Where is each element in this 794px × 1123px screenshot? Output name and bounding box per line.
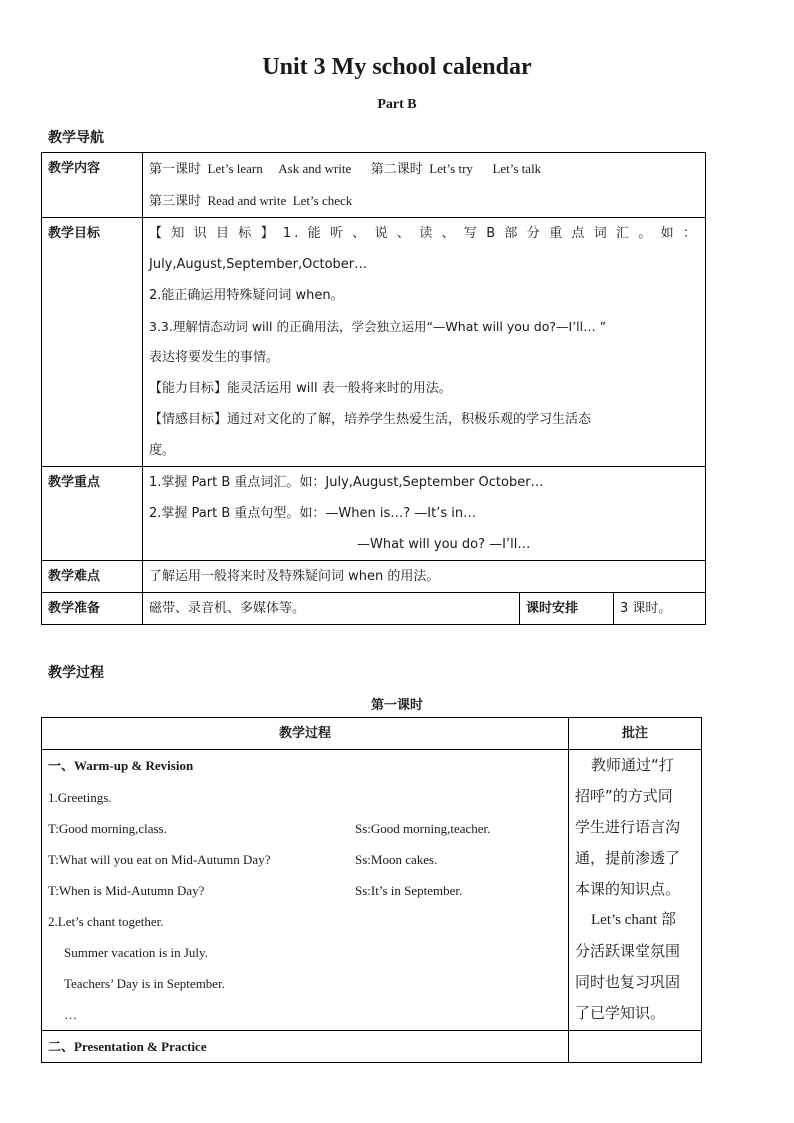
note-line: 学生进行语言沟 [575,818,681,836]
goals-label: 教学目标 [42,218,143,467]
note-line: 同时也复习巩固 [575,973,681,991]
goals-line: 【知识目标】1.能听、说、读、写B部分重点词汇。如： [149,226,699,241]
chant-intro: 2.Let’s chant together. [48,914,164,929]
page-title: Unit 3 My school calendar [262,54,532,80]
note-line: 通，提前渗透了 [575,849,681,867]
schedule-value: 3 课时。 [614,593,706,625]
content-label: 教学内容 [42,153,143,218]
focus-cell [143,467,706,561]
difficulty-label: 教学难点 [42,561,143,593]
prep-label: 教学准备 [42,593,143,625]
dialogue-row: T:When is Mid-Autumn Day? Ss:It’s in September. [48,883,463,898]
prep-text: 磁带、录音机、多媒体等。 [143,593,520,625]
nav-heading: 教学导航 [48,130,104,146]
process-table [41,717,702,1063]
page-subtitle: Part B [377,97,417,112]
difficulty-row [42,561,706,593]
chant-line: Teachers’ Day is in September. [64,976,225,991]
content-line-1: 第一课时 Let’s learn Ask and write 第二课时 Let’s try Let’s talk [149,161,542,177]
focus-line: —What will you do? —I’ll… [357,537,531,552]
section-presentation: 二、Presentation & Practice [42,1031,569,1063]
dialogue-row: T:Good morning,class. Ss:Good morning,teacher. [48,821,491,836]
process-heading: 教学过程 [48,665,104,681]
goals-line: 【情感目标】通过对文化的了解，培养学生热爱生活，积极乐观的学习生活态 [149,412,592,427]
process-col-header: 教学过程 [42,718,569,750]
teaching-guide-table [41,152,706,625]
process-body-row [42,750,702,1031]
content-line-2: 第三课时 Read and write Let’s check [149,193,353,209]
goals-cell [143,218,706,467]
goals-line: 3.3.理解情态动词 will 的正确用法，学会独立运用“—What will you do?—I’ll… ” [149,319,607,334]
notes-body [569,750,702,1031]
goals-line: 表达将要发生的事情。 [149,350,280,365]
schedule-label: 课时安排 [520,593,614,625]
notes-col-header: 批注 [569,718,702,750]
chant-line: … [64,1007,77,1022]
note-line: Let’s chant 部 [591,912,676,928]
note-line: 招呼”的方式同 [575,787,673,805]
note-line: 本课的知识点。 [575,880,681,898]
focus-label: 教学重点 [42,467,143,561]
process-header-row [42,718,702,750]
goals-line: 【能力目标】能灵活运用 will 表一般将来时的用法。 [149,381,452,396]
goals-line: 2.能正确运用特殊疑问词 when。 [149,288,344,303]
dialogue-row: T:What will you eat on Mid-Autumn Day? Ss:Moon cakes. [48,852,438,867]
note-line: 教师通过“打 [591,756,674,774]
focus-row [42,467,706,561]
chant-line: Summer vacation is in July. [64,945,208,960]
goals-row [42,218,706,467]
prep-row [42,593,706,625]
section-presentation-notes [569,1031,702,1063]
process-section2-row [42,1031,702,1063]
process-body [42,750,569,1031]
note-line: 分活跃课堂氛围 [575,942,681,960]
lesson-title: 第一课时 [370,698,423,713]
focus-line: 2.掌握 Part B 重点句型。如：—When is…? —It’s in… [149,506,477,521]
goals-line: 度。 [149,443,176,458]
content-row [42,153,706,218]
content-cell [143,153,706,218]
section-warmup: 一、Warm-up & Revision [48,758,194,773]
greetings: 1.Greetings. [48,790,112,805]
goals-line: July,August,September,October… [149,257,368,272]
difficulty-text: 了解运用一般将来时及特殊疑问词 when 的用法。 [143,561,706,593]
note-line: 了已学知识。 [575,1004,666,1022]
focus-line: 1.掌握 Part B 重点词汇。如：July,August,September October… [149,475,544,490]
